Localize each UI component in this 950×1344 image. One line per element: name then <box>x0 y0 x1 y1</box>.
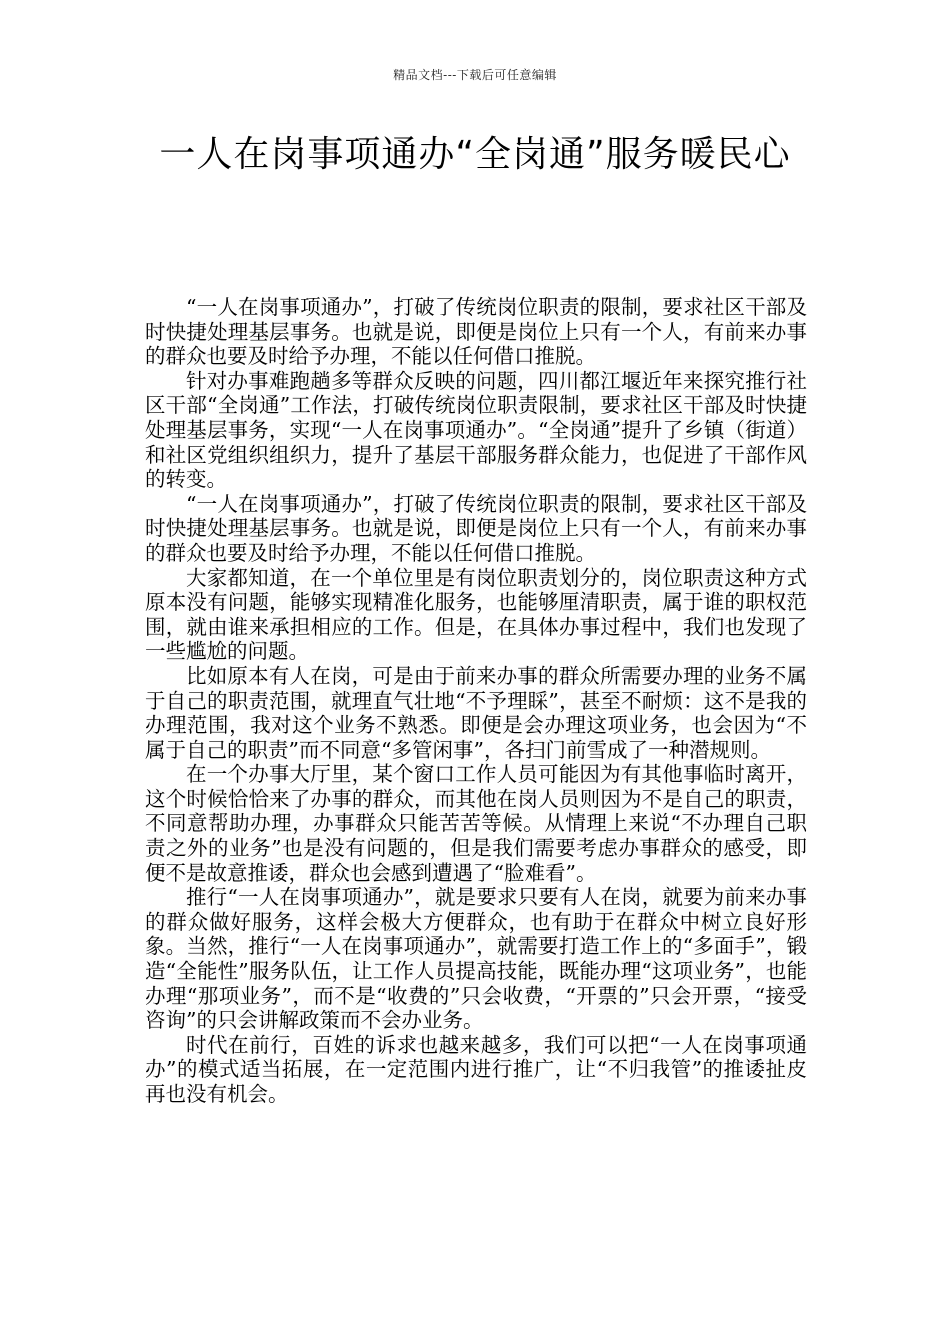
paragraph: 针对办事难跑趟多等群众反映的问题，四川都江堰近年来探究推行社区干部“全岗通”工作法，打破传统岗位职责限制，要求社区干部及时快捷处理基层事务，实现“一人在岗事项通办”。“全岗通”提升了乡镇（街道）和社区党组织组织力，提升了基层干部服务群众能力，也促进了干部作风的转变。 <box>145 368 807 492</box>
paragraph: 比如原本有人在岗，可是由于前来办事的群众所需要办理的业务不属于自己的职责范围，就理直气壮地“不予理睬”，甚至不耐烦：这不是我的办理范围，我对这个业务不熟悉。即便是会办理这项业务，也会因为“不属于自己的职责”而不同意“多管闲事”，各扫门前雪成了一种潜规则。 <box>145 663 807 762</box>
paragraph: “一人在岗事项通办”，打破了传统岗位职责的限制，要求社区干部及时快捷处理基层事务。也就是说，即便是岗位上只有一个人，有前来办事的群众也要及时给予办理，不能以任何借口推脱。 <box>145 491 807 565</box>
paragraph: 推行“一人在岗事项通办”，就是要求只要有人在岗，就要为前来办事的群众做好服务，这样会极大方便群众，也有助于在群众中树立良好形象。当然，推行“一人在岗事项通办”，就需要打造工作上的“多面手”，锻造“全能性”服务队伍，让工作人员提高技能，既能办理“这项业务”，也能办理“那项业务”，而不是“收费的”只会收费，“开票的”只会开票，“接受咨询”的只会讲解政策而不会办业务。 <box>145 885 807 1033</box>
paragraph: 时代在前行，百姓的诉求也越来越多，我们可以把“一人在岗事项通办”的模式适当拓展，在一定范围内进行推广，让“不归我管”的推诿扯皮再也没有机会。 <box>145 1032 807 1106</box>
document-body <box>145 295 807 1107</box>
paragraph: “一人在岗事项通办”，打破了传统岗位职责的限制，要求社区干部及时快捷处理基层事务。也就是说，即便是岗位上只有一个人，有前来办事的群众也要及时给予办理，不能以任何借口推脱。 <box>145 295 807 369</box>
paragraph: 大家都知道，在一个单位里是有岗位职责划分的，岗位职责这种方式原本没有问题，能够实现精准化服务，也能够厘清职责，属于谁的职权范围，就由谁来承担相应的工作。但是，在具体办事过程中，我们也发现了一些尴尬的问题。 <box>145 565 807 664</box>
page-header-note: 精品文档---下载后可任意编辑 <box>393 68 557 82</box>
paragraph: 在一个办事大厅里，某个窗口工作人员可能因为有其他事临时离开，这个时候恰恰来了办事的群众，而其他在岗人员则因为不是自己的职责，不同意帮助办理，办事群众只能苦苦等候。从情理上来说“不办理自己职责之外的业务”也是没有问题的，但是我们需要考虑办事群众的感受，即便不是故意推诿，群众也会感到遭遇了“脸难看”。 <box>145 762 807 885</box>
document-title: 一人在岗事项通办“全岗通”服务暖民心 <box>159 134 791 175</box>
